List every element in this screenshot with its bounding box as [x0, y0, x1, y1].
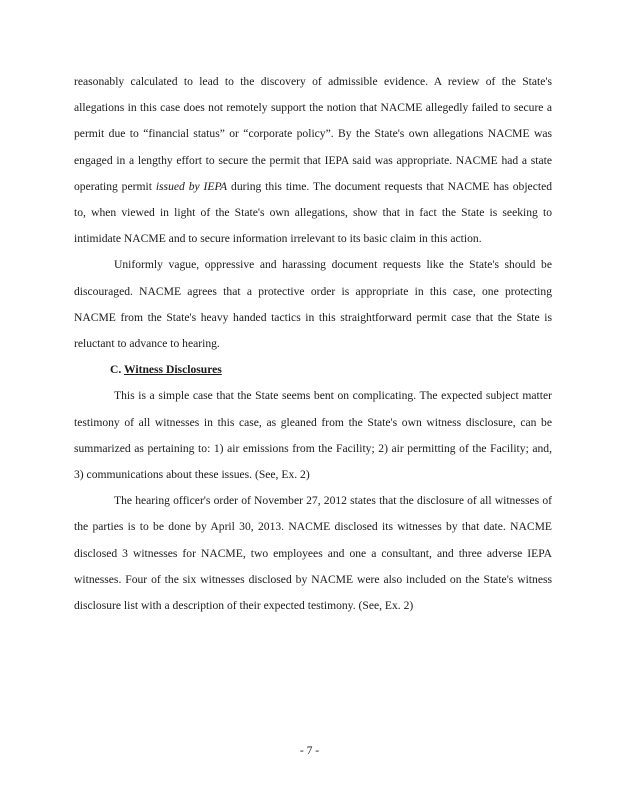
paragraph-simple-case: This is a simple case that the State seems bent on complicating. The expected subject matter testimony of all witnesses in this case, as gleaned from the State's own witness disclosure, can be summarized as pertaining to: 1) air emissions from the Facility; 2) air permitting of the Facility; and, 3) communications about these issues. (See, Ex. 2): [74, 389, 552, 482]
paragraph-discovery-text-1: reasonably calculated to lead to the discovery of admissible evidence. A review of the State's allegations in this case does not remotely support the notion that NACME allegedly failed to secure a permit due to “financial status” or “corporate policy”. By the State's own allegations NACME was engaged in a lengthy effort to secure the permit that IEPA said was appropriate. NACME had a state operating permit: [74, 75, 552, 193]
section-heading: [74, 357, 552, 383]
section-heading-title: Witness Disclosures: [123, 363, 222, 377]
page-number: - 7 -: [299, 744, 320, 757]
paragraph-hearing-order: The hearing officer's order of November 27, 2012 states that the disclosure of all witnesses of the parties is to be done by April 30, 2013. NACME disclosed its witnesses by that date. NACME disclosed 3 witnesses for NACME, two employees and one a consultant, and three adverse IEPA witnesses. Four of the six witnesses disclosed by NACME were also included on the State's witness disclosure list with a description of their expected testimony. (See, Ex. 2): [74, 494, 552, 613]
section-heading-letter: C.: [110, 363, 122, 377]
paragraph-discovery-text-2: during this time. The document requests that NACME has objected to, when viewed in light of the State's own allegations, show that in fact the State is seeking to intimidate NACME and to secure information irrelevant to its basic claim in this action.: [74, 179, 553, 246]
paragraph-discovery-italic: issued by IEPA: [155, 179, 228, 193]
body-text: [74, 69, 552, 619]
paragraph-protective-order: Uniformly vague, oppressive and harassing document requests like the State's should be discouraged. NACME agrees that a protective order is appropriate in this case, one protecting NACME from the State's heavy handed tactics in this straightforward permit case that the State is reluctant to advance to hearing.: [74, 258, 552, 351]
paragraph-discovery: [74, 69, 552, 252]
